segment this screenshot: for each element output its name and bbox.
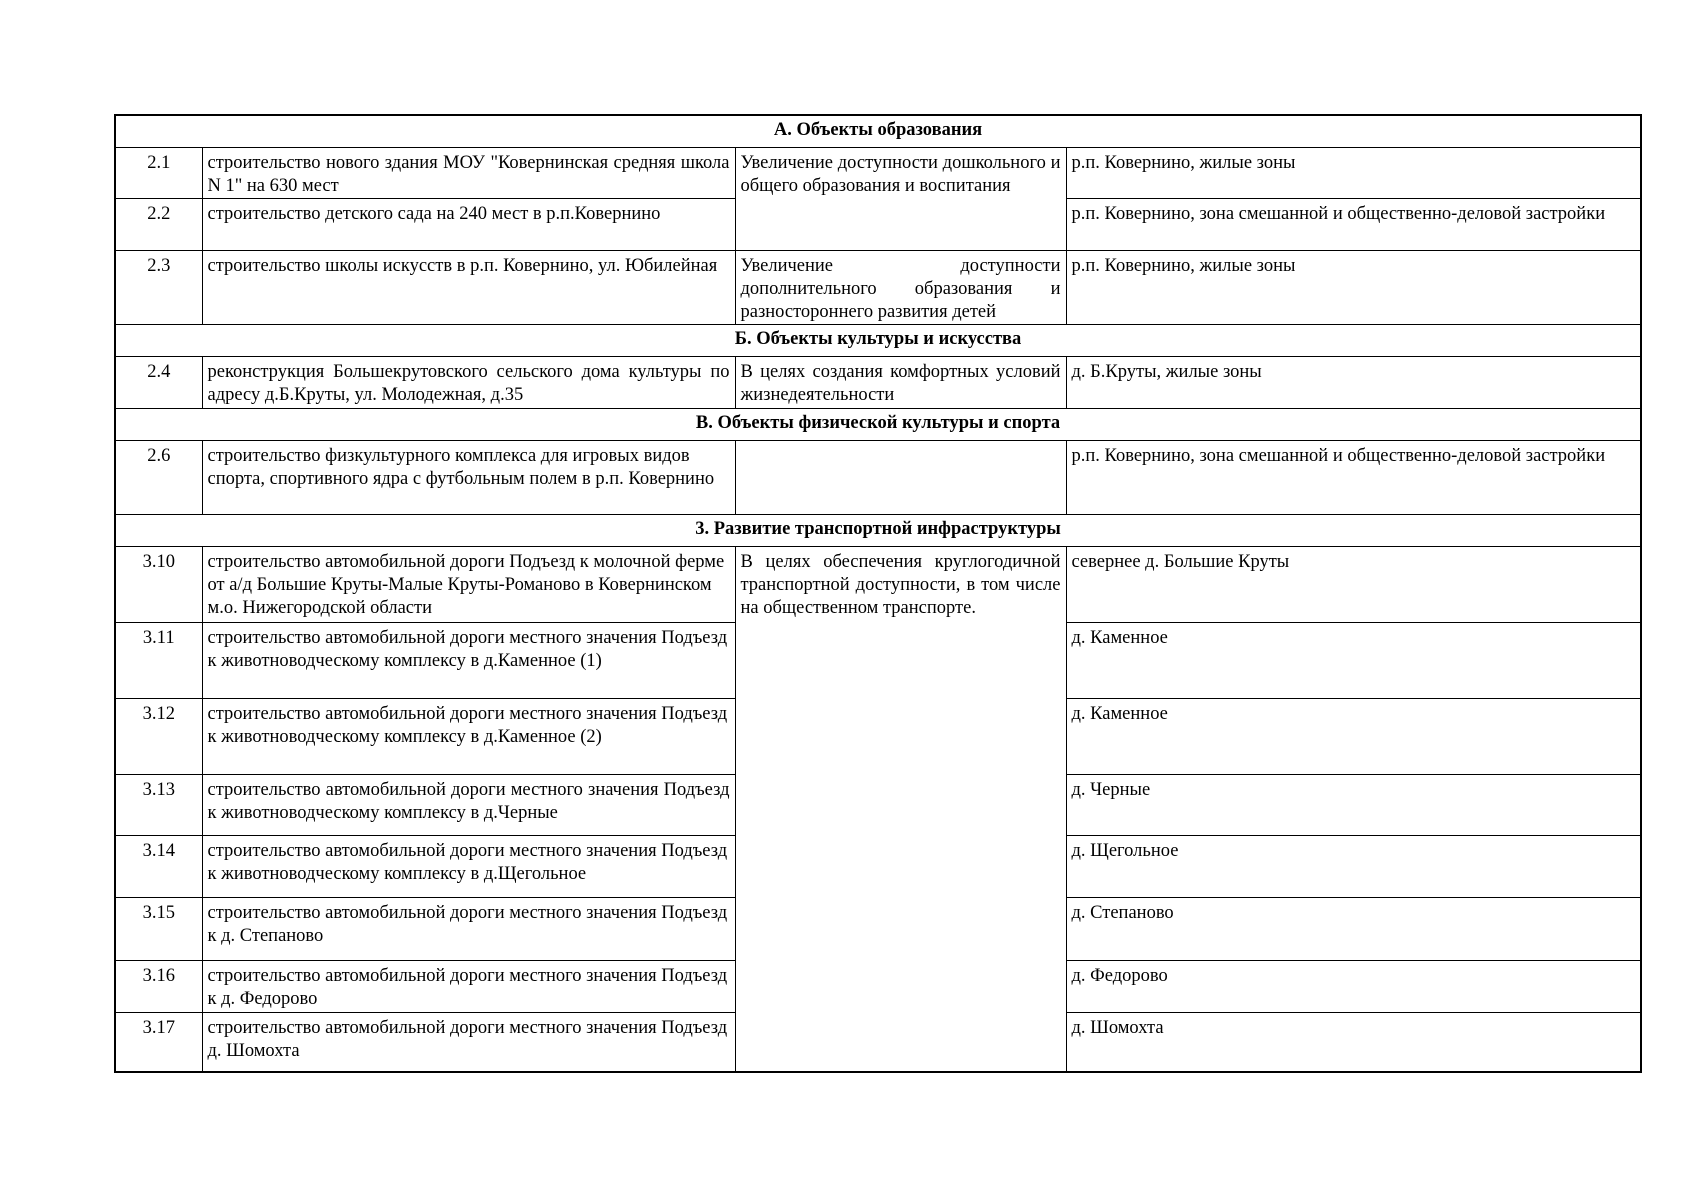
object-name: строительство автомобильной дороги местного значения Подъезд к животноводческому комплексу в д.Каменное (2)	[202, 698, 735, 774]
row-number: 3.16	[115, 960, 202, 1012]
object-name: реконструкция Большекрутовского сельского дома культуры по адресу д.Б.Круты, ул. Молодежная, д.35	[202, 356, 735, 408]
object-name: строительство автомобильной дороги местного значения Подъезд д. Шомохта	[202, 1012, 735, 1072]
section-row-education	[115, 115, 1641, 147]
table-row	[115, 440, 1641, 514]
row-number: 3.15	[115, 897, 202, 960]
object-purpose: В целях обеспечения круглогодичной транспортной доступности, в том числе на общественном транспорте.	[735, 546, 1066, 1072]
table-row	[115, 250, 1641, 324]
object-location: д. Щегольное	[1066, 835, 1641, 897]
object-location: р.п. Ковернино, зона смешанной и общественно-деловой застройки	[1066, 198, 1641, 250]
object-purpose	[735, 440, 1066, 514]
object-name: строительство автомобильной дороги местного значения Подъезд к животноводческому комплексу в д.Щегольное	[202, 835, 735, 897]
object-name: строительство автомобильной дороги местного значения Подъезд к животноводческому комплексу в д.Каменное (1)	[202, 622, 735, 698]
section-row-sport	[115, 408, 1641, 440]
section-title-education: А. Объекты образования	[115, 115, 1641, 147]
object-location: р.п. Ковернино, жилые зоны	[1066, 147, 1641, 198]
row-number: 2.6	[115, 440, 202, 514]
object-location: д. Каменное	[1066, 622, 1641, 698]
object-purpose: В целях создания комфортных условий жизнедеятельности	[735, 356, 1066, 408]
row-number: 3.14	[115, 835, 202, 897]
object-location: д. Б.Круты, жилые зоны	[1066, 356, 1641, 408]
section-title-sport: В. Объекты физической культуры и спорта	[115, 408, 1641, 440]
object-name: строительство автомобильной дороги местного значения Подъезд к д. Федорово	[202, 960, 735, 1012]
row-number: 2.3	[115, 250, 202, 324]
object-purpose: Увеличение доступности дошкольного и общего образования и воспитания	[735, 147, 1066, 250]
object-location: д. Черные	[1066, 774, 1641, 835]
object-location: р.п. Ковернино, жилые зоны	[1066, 250, 1641, 324]
table-row	[115, 546, 1641, 622]
section-title-culture: Б. Объекты культуры и искусства	[115, 324, 1641, 356]
object-location: д. Федорово	[1066, 960, 1641, 1012]
object-location: р.п. Ковернино, зона смешанной и общественно-деловой застройки	[1066, 440, 1641, 514]
row-number: 3.11	[115, 622, 202, 698]
table-row	[115, 356, 1641, 408]
object-name: строительство школы искусств в р.п. Ковернино, ул. Юбилейная	[202, 250, 735, 324]
section-title-transport: 3. Развитие транспортной инфраструктуры	[115, 514, 1641, 546]
row-number: 3.12	[115, 698, 202, 774]
object-name: строительство физкультурного комплекса для игровых видов спорта, спортивного ядра с футбольным полем в р.п. Ковернино	[202, 440, 735, 514]
object-location: д. Степаново	[1066, 897, 1641, 960]
row-number: 3.17	[115, 1012, 202, 1072]
object-name: строительство автомобильной дороги Подъезд к молочной ферме от а/д Большие Круты-Малые Круты-Романово в Ковернинском м.о. Нижегородской области	[202, 546, 735, 622]
objects-table	[114, 114, 1642, 1073]
object-purpose: Увеличение доступности дополнительного образования и разностороннего развития детей	[735, 250, 1066, 324]
object-location: севернее д. Большие Круты	[1066, 546, 1641, 622]
row-number: 3.10	[115, 546, 202, 622]
object-name: строительство автомобильной дороги местного значения Подъезд к д. Степаново	[202, 897, 735, 960]
row-number: 2.4	[115, 356, 202, 408]
row-number: 3.13	[115, 774, 202, 835]
object-location: д. Каменное	[1066, 698, 1641, 774]
section-row-transport	[115, 514, 1641, 546]
row-number: 2.2	[115, 198, 202, 250]
object-name: строительство детского сада на 240 мест в р.п.Ковернино	[202, 198, 735, 250]
object-name: строительство автомобильной дороги местного значения Подъезд к животноводческому комплексу в д.Черные	[202, 774, 735, 835]
row-number: 2.1	[115, 147, 202, 198]
table-row	[115, 147, 1641, 198]
object-name: строительство нового здания МОУ "Ковернинская средняя школа N 1" на 630 мест	[202, 147, 735, 198]
object-location: д. Шомохта	[1066, 1012, 1641, 1072]
section-row-culture	[115, 324, 1641, 356]
